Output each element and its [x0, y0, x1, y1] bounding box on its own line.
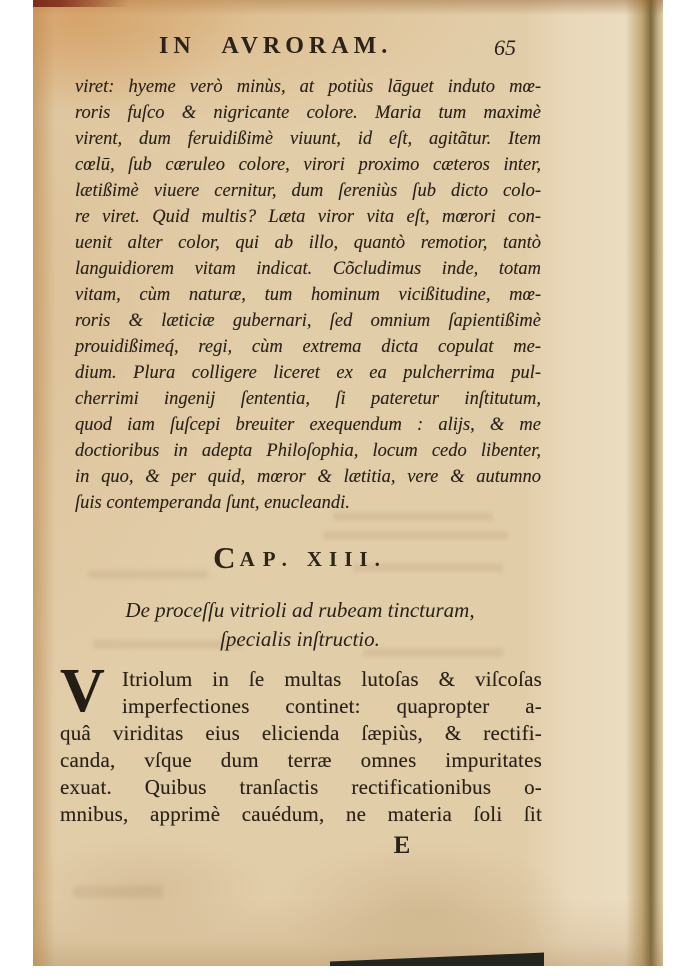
drop-cap: V [60, 657, 105, 725]
italic-paragraph [75, 74, 541, 516]
chapter-heading-label: AP. [239, 547, 295, 571]
text-line: re viret. Quid multis? Læta viror vita eſt, mœrori con- [75, 207, 541, 227]
chapter-heading [60, 540, 540, 576]
bottom-edge-dark-mark [330, 952, 544, 966]
page-number: 65 [494, 35, 516, 60]
text-line: prouidißimeq́, regi, cùm extrema dicta copulat me- [75, 337, 541, 357]
chapter-heading-initial: C [213, 540, 240, 575]
text-line: quod iam ſuſcepi breuiter exequendum : alijs, & me [75, 415, 541, 435]
chapter-subtitle [60, 596, 540, 654]
text-line: exuat. Quibus tranſactis rectificationibus o- [60, 775, 542, 799]
text-line: roris fuſco & nigricante colore. Maria tum maximè [75, 103, 541, 123]
text-line: lætißimè viuere cernitur, dum ſereniùs ſub dicto colo- [75, 181, 541, 201]
chapter-number: XIII. [306, 547, 387, 571]
text-line: quâ viriditas eius elicienda ſæpiùs, & rectifi- [60, 721, 542, 745]
signature-mark: E [393, 832, 411, 859]
text-line: uenit alter color, qui ab illo, quantò remotior, tantò [75, 233, 541, 253]
text-line: Itriolum in ſe multas lutoſas & viſcoſas [122, 667, 542, 691]
running-head [33, 33, 663, 63]
show-through-smudge [323, 531, 508, 540]
subtitle-line: De proceſſu vitrioli ad rubeam tincturam, [125, 598, 475, 622]
text-line: dium. Plura colligere liceret ex ea pulcherrima pul- [75, 363, 541, 383]
top-edge-stain [33, 0, 129, 7]
text-line: in quo, & per quid, mœror & lætitia, vere & autumno [75, 467, 541, 487]
text-line: mnibus, apprimè cauédum, ne materia ſoli ſit [60, 802, 542, 826]
text-line: vitam, cùm naturæ, tum hominum vicißitudine, mœ- [75, 285, 541, 305]
text-line: languidiorem vitam indicat. Cõcludimus inde, totam [75, 259, 541, 279]
text-line: doctioribus in adepta Philoſophia, locum cedo libenter, [75, 441, 541, 461]
subtitle-line: ſpecialis inſtructio. [220, 627, 380, 651]
text-line: canda, vſque dum terræ omnes impuritates [60, 748, 542, 772]
text-line: ſuis contemperanda ſunt, enucleandi. [75, 493, 350, 513]
text-line: cœlū, ſub cæruleo colore, virori proximo cæteros inter, [75, 155, 541, 175]
text-line: virent, dum feruidißimè viuunt, id eſt, agitãtur. Item [75, 129, 541, 149]
book-page [33, 0, 663, 966]
chapter-paragraph [60, 657, 542, 828]
text-line: cherrimi ingenij ſententia, ſi pateretur inſtitutum, [75, 389, 541, 409]
text-line: imperfectiones continet: quapropter a- [122, 694, 542, 718]
page-title: IN AVRORAM. [159, 33, 393, 59]
text-line: viret: hyeme verò minùs, at potiùs lāguet induto mœ- [75, 77, 541, 97]
show-through-smudge [73, 886, 163, 898]
text-line: roris & læticiæ gubernari, ſed omnium ſapientißimè [75, 311, 541, 331]
